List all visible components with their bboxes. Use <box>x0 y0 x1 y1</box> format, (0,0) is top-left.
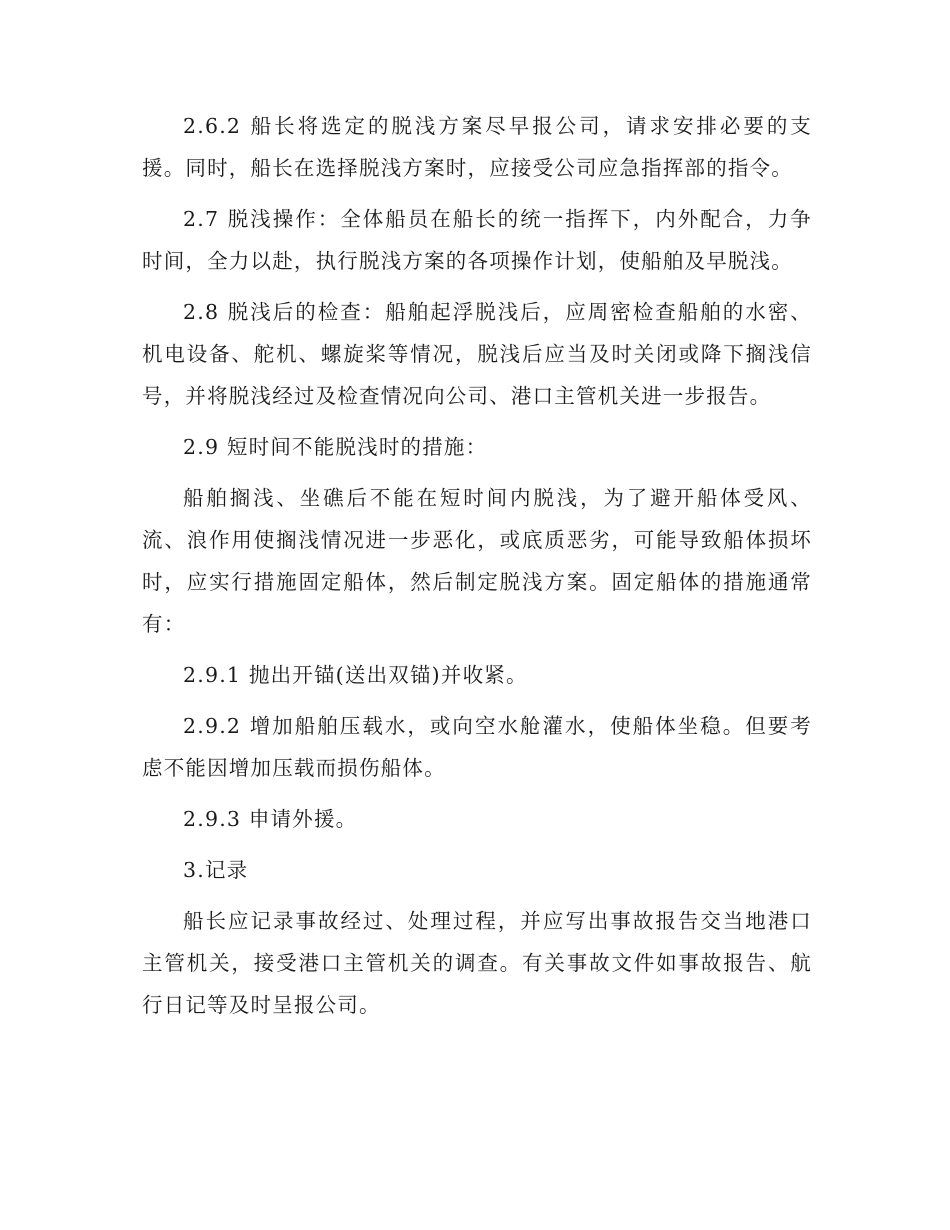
paragraph-2-9-1: 2.9.1 抛出开锚(送出双锚)并收紧。 <box>183 663 528 687</box>
section-3-heading: 3.记录 <box>183 858 249 882</box>
paragraph-2-9-2: 2.9.2 增加船舶压载水，或向空水舱灌水，使船体坐稳。但要考虑不能因增加压载而损伤船体。 <box>142 714 812 780</box>
paragraph-2-6-2: 2.6.2 船长将选定的脱浅方案尽早报公司，请求安排必要的支援。同时，船长在选择脱浅方案时，应接受公司应急指挥部的指令。 <box>142 114 812 180</box>
section-3-body: 船长应记录事故经过、处理过程，并应写出事故报告交当地港口主管机关，接受港口主管机关的调查。有关事故文件如事故报告、航行日记等及时呈报公司。 <box>142 909 812 1017</box>
paragraph-2-9-3: 2.9.3 申请外援。 <box>183 807 358 831</box>
paragraph-2-9-heading: 2.9 短时间不能脱浅时的措施： <box>183 435 488 459</box>
paragraph-2-9-body: 船舶搁浅、坐礁后不能在短时间内脱浅，为了避开船体受风、流、浪作用使搁浅情况进一步恶化，或底质恶劣，可能导致船体损坏时，应实行措施固定船体，然后制定脱浅方案。固定船体的措施通常有： <box>142 486 812 636</box>
document-page <box>142 105 812 1026</box>
paragraph-2-7: 2.7 脱浅操作：全体船员在船长的统一指挥下，内外配合，力争时间，全力以赴，执行脱浅方案的各项操作计划，使船舶及早脱浅。 <box>142 207 812 273</box>
paragraph-2-8: 2.8 脱浅后的检查：船舶起浮脱浅后，应周密检查船舶的水密、机电设备、舵机、螺旋桨等情况，脱浅后应当及时关闭或降下搁浅信号，并将脱浅经过及检查情况向公司、港口主管机关进一步报告。 <box>142 300 812 408</box>
